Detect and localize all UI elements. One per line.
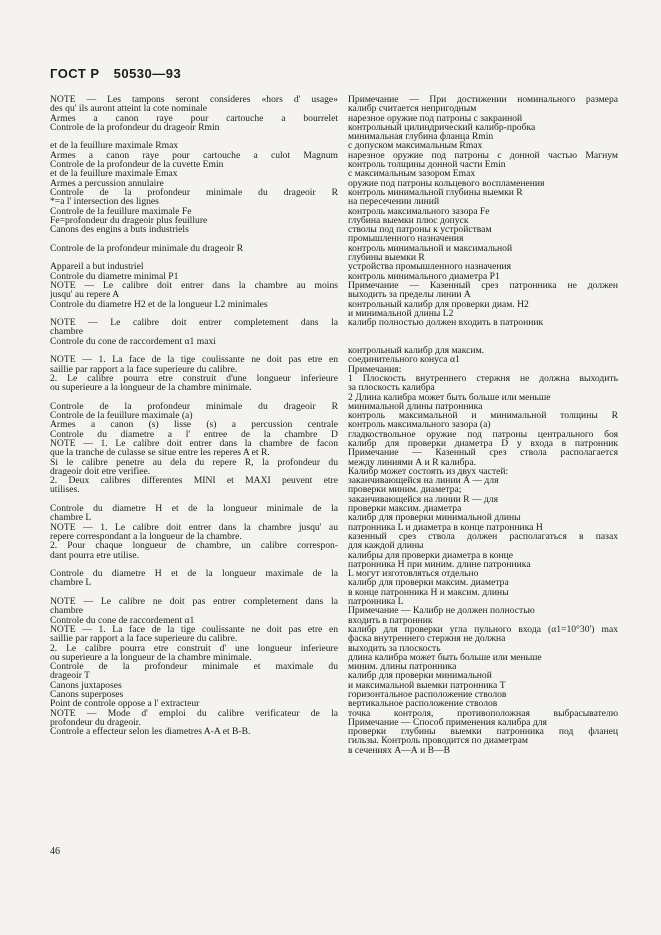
french-text-line: chambre L	[50, 578, 92, 588]
russian-text-line: между линиями А и R калибра.	[348, 457, 477, 467]
french-text-line: NOTE — Les tampons seront consideres «hors d' usage»	[50, 95, 338, 105]
russian-text-line: горизонтальное расположение стволов	[348, 690, 507, 700]
french-text-line: utilises.	[50, 485, 80, 495]
french-text-line: et de la feuillure maximale Rmax	[50, 141, 179, 151]
blank-line	[50, 393, 338, 402]
french-text-line: et de la feuillure maximale Emax	[50, 169, 178, 179]
russian-text-line: миним. длины патронника	[348, 662, 457, 672]
french-text-line: saillie par rapport a la face superieure du calibre.	[50, 364, 238, 374]
russian-text-line: патронника L и диаметра в конце патронника H	[348, 522, 543, 532]
french-text-line: NOTE — Le calibre doit entrer dans la chambre au moins	[50, 280, 338, 291]
russian-text-line: Примечание — Казенный срез ствола располагается	[348, 448, 618, 458]
french-text-line: 2. Deux calibres differentes MINI et MAXI peuvent etre	[50, 476, 338, 486]
french-text-line: drageoir doit etre verifiee.	[50, 466, 151, 477]
russian-text-line: Примечание — Способ применения калибра для	[348, 717, 547, 728]
russian-text-line: выходить за плоскость	[348, 643, 441, 653]
russian-text-line: соединительного конуса α1	[348, 355, 460, 365]
russian-text-line: контрольный цилиндрический калибр-пробка	[348, 122, 536, 133]
french-text-line: Controle de la feuillure maximale (a)	[50, 411, 193, 421]
russian-text-line: для каждой длины	[348, 541, 424, 551]
french-text-line: NOTE — Mode d' emploi du calibre verificateur de la	[50, 708, 338, 718]
blank-line	[348, 337, 618, 346]
french-text-line: Fe=profondeur du drageoir plus feuillure	[50, 215, 208, 226]
russian-text-line: заканчивающейся на линии А — для	[348, 476, 499, 486]
french-text-line: Canons juxtaposes	[50, 680, 122, 690]
russian-text-line: калибр для проверки минимальной длины	[348, 513, 521, 523]
french-text-line: profondeur du drageoir.	[50, 717, 141, 728]
standard-prefix: ГОСТ Р	[50, 66, 100, 81]
russian-text-line: калибр для проверки диаметра D у входа в патронник	[348, 438, 618, 449]
french-text-line: Canons superposes	[50, 690, 124, 700]
russian-text-line: выходить за пределы линии А	[348, 290, 471, 300]
french-text-line: drageoir T	[50, 671, 91, 681]
french-text-line: NOTE — 1. La face de la tige coulissante ne doit pas etre en	[50, 355, 338, 365]
russian-text-line: оружие под патроны кольцевого воспламенения	[348, 178, 545, 188]
blank-line	[50, 132, 338, 141]
french-text-line: Appareil a but industriel	[50, 262, 144, 272]
french-text-line: Controle de la profondeur minimale du drageoir R	[50, 187, 338, 198]
blank-line	[50, 309, 338, 318]
french-text-line: jusqu' au repere A	[50, 290, 120, 300]
french-text-line: 2. Le calibre pourra etre construit d'une longueur inferieure	[50, 373, 338, 384]
french-text-line: Controle de la profondeur minimale du drageoir R	[50, 243, 244, 254]
french-text-line: ou superieure a la longueur de la chambre minimale.	[50, 383, 252, 393]
russian-text-line: Примечание — Казенный срез патронника не должен	[348, 280, 618, 291]
russian-text-line: калибры для проверки диаметра в конце	[348, 550, 514, 560]
russian-text-line: калибр полностью должен входить в патронник	[348, 318, 544, 328]
russian-text-line: стволы под патроны к устройствам	[348, 225, 492, 235]
russian-text-line: контроль максимальной и минимальной толщины R	[348, 411, 618, 421]
blank-line	[348, 327, 618, 336]
french-text-line: NOTE — 1. La face de la tige coulissante ne doit pas etre en	[50, 624, 338, 635]
french-text-line: Controle de la profondeur minimale et maximale du	[50, 662, 338, 672]
french-text-line: 2. Le calibre pourra etre construit d' une longueur inferieure	[50, 643, 338, 653]
russian-text-line: и максимальной выемки патронника T	[348, 680, 506, 690]
french-text-line: chambre	[50, 606, 84, 616]
french-text-line: Controle du diametre H et de la longueur maximale de la	[50, 569, 338, 579]
document-header	[50, 66, 181, 81]
french-text-line: Controle de la profondeur du drageoir Rmin	[50, 122, 220, 133]
russian-text-line: патронника L	[348, 597, 404, 607]
blank-line	[50, 253, 338, 262]
french-text-line: chambre	[50, 327, 84, 337]
russian-text-line: проверки максим. диаметра	[348, 504, 462, 514]
french-text-line: dant pourra etre utilise.	[50, 550, 139, 560]
french-text-line: Canons des engins a buts industriels	[50, 225, 189, 235]
french-text-line: Controle du diametre H et de la longueur minimale de la	[50, 504, 338, 514]
russian-text-line: контроль максимального зазора (а)	[348, 420, 491, 430]
russian-text-line: длина калибра может быть больше или меньше	[348, 652, 542, 663]
french-text-line: Controle du diametre H2 et de la longueur L2 minimales	[50, 299, 268, 309]
russian-text-line: вертикальное расположение стволов	[348, 699, 498, 709]
blank-line	[50, 346, 338, 355]
french-text-line: NOTE — Le calibre doit entrer completement dans la	[50, 318, 338, 328]
russian-text-line: фаска внутреннего стержня не должна	[348, 634, 506, 644]
russian-text-line: контрольный калибр для максим.	[348, 346, 485, 356]
french-text-line: chambre L	[50, 513, 92, 523]
french-text-line: Controle a effecteur selon les diametres A-A et B-B.	[50, 727, 251, 737]
french-text-line: Armes a canon (s) lisse (s) a percussion centrale	[50, 420, 338, 430]
russian-text-line: заканчивающейся на линии R — для	[348, 494, 498, 505]
french-text-line: Controle de la profondeur minimale du drageoir R	[50, 401, 338, 412]
russian-text-line: контроль минимальной глубины выемки R	[348, 187, 523, 198]
russian-text-line: глубины выемки R	[348, 253, 425, 263]
russian-text-line: промышленного назначения	[348, 234, 464, 244]
russian-text-line: точка контроля, противоположная выбрасывателю	[348, 708, 618, 718]
russian-text-line: в конце патронника H и максим. длины	[348, 587, 509, 598]
french-text-line: *=a l' intersection des lignes	[50, 197, 159, 207]
french-column	[50, 95, 338, 736]
russian-text-line: проверки глубины выемки патронника под фланец	[348, 727, 618, 737]
russian-text-line: контроль толщины донной части Emin	[348, 160, 506, 170]
russian-text-line: за плоскость калибра	[348, 383, 435, 393]
russian-text-line: Калибр может состоять из двух частей:	[348, 466, 509, 477]
french-text-line: Controle du cone de raccordement α1	[50, 615, 195, 625]
blank-line	[50, 588, 338, 597]
russian-text-line: нарезное оружие под патроны с закраиной	[348, 113, 523, 123]
french-text-line: NOTE — Le calibre ne doit pas entrer completement dans la	[50, 597, 338, 607]
french-text-line: NOTE — 1. Le calibre doit entrer dans la chambre de facon	[50, 438, 338, 449]
french-text-line: Armes a canon raye pour cartouche a bourrelet	[50, 113, 338, 123]
russian-text-line: Примечание — Калибр не должен полностью	[348, 606, 535, 616]
russian-column	[348, 95, 618, 755]
russian-text-line: L могут изготовляться отдельно	[348, 569, 479, 579]
french-text-line: 2. Pour chaque longueur de chambre, un calibre correspon-	[50, 541, 338, 551]
russian-text-line: Примечания:	[348, 364, 402, 374]
blank-line	[50, 495, 338, 504]
russian-text-line: казенный срез ствола должен располагаться в пазах	[348, 531, 618, 542]
french-text-line: Armes a canon raye pour cartouche a culot Magnum	[50, 150, 338, 161]
french-text-line: que la tranche de culasse se situe entre les reperes A et R.	[50, 448, 270, 458]
french-text-line: Controle de la feuillure maximale Fe	[50, 206, 192, 216]
french-text-line: repere correspondant a la longueur de la chambre.	[50, 531, 242, 542]
russian-text-line: патронника H при миним. длине патронника	[348, 559, 531, 570]
french-text-line: Controle du diametre a l' entree de la chambre D	[50, 429, 338, 439]
russian-text-line: контроль минимальной и максимальной	[348, 243, 513, 254]
french-text-line: des qu' ils auront atteint la cote nominale	[50, 104, 208, 114]
russian-text-line: в сечениях А—А и В—В	[348, 745, 451, 756]
blank-line	[50, 560, 338, 569]
russian-text-line: контрольный калибр для проверки диам. H2	[348, 299, 529, 309]
french-text-line: Si le calibre penetre au dela du repere R, la profondeur du	[50, 457, 338, 467]
french-text-line: Controle du diametre minimal P1	[50, 271, 179, 281]
french-text-line: NOTE — 1. Le calibre doit entrer dans la chambre jusqu' au	[50, 522, 338, 532]
russian-text-line: минимальной длины патронника	[348, 401, 483, 412]
russian-text-line: проверки миним. диаметра;	[348, 485, 462, 495]
russian-text-line: гладкоствольное оружие под патроны центрального боя	[348, 429, 618, 439]
russian-text-line: калибр для проверки минимальной	[348, 671, 492, 681]
russian-text-line: с максимальным зазором Emax	[348, 169, 476, 179]
russian-text-line: 1 Плоскость внутреннего стержня не должна выходить	[348, 373, 618, 384]
russian-text-line: калибр считается непригодным	[348, 104, 477, 114]
french-text-line: Point de controle oppose a l' extracteur	[50, 699, 200, 709]
russian-text-line: и минимальной длины L2	[348, 308, 454, 319]
russian-text-line: Примечание — При достижении номинального размера	[348, 95, 618, 105]
russian-text-line: на пересечении линий	[348, 197, 440, 207]
russian-text-line: минимальная глубина фланца Rmin	[348, 132, 494, 142]
french-text-line: saillie par rapport a la face superieure du calibre.	[50, 634, 238, 644]
page-number: 46	[50, 846, 60, 857]
standard-code: 50530—93	[113, 66, 182, 81]
russian-text-line: глубина выемки плюс допуск	[348, 215, 469, 226]
russian-text-line: входить в патронник	[348, 615, 433, 625]
russian-text-line: 2 Длина калибра может быть больше или меньше	[348, 392, 551, 402]
blank-line	[50, 234, 338, 243]
russian-text-line: контроль максимального зазора Fe	[348, 206, 490, 216]
russian-text-line: калибр для проверки максим. диаметра	[348, 578, 509, 588]
french-text-line: Controle du cone de raccordement α1 maxi	[50, 336, 216, 347]
russian-text-line: калибр для проверки угла пульного входа (α1=10°30') max	[348, 624, 618, 635]
russian-text-line: устройства промышленного назначения	[348, 262, 512, 272]
french-text-line: ou superieure a la longueur de la chambre minimale.	[50, 652, 252, 663]
french-text-line: Armes a percussion annulaire	[50, 178, 164, 188]
russian-text-line: гильзы. Контроль проводится по диаметрам	[348, 736, 528, 746]
russian-text-line: с допуском максимальным Rmax	[348, 141, 483, 151]
french-text-line: Controle de la profondeur de la cuvette Emin	[50, 160, 224, 170]
russian-text-line: контроль минимального диаметра P1	[348, 271, 500, 281]
russian-text-line: нарезное оружие под патроны с донной частью Магнум	[348, 150, 618, 161]
